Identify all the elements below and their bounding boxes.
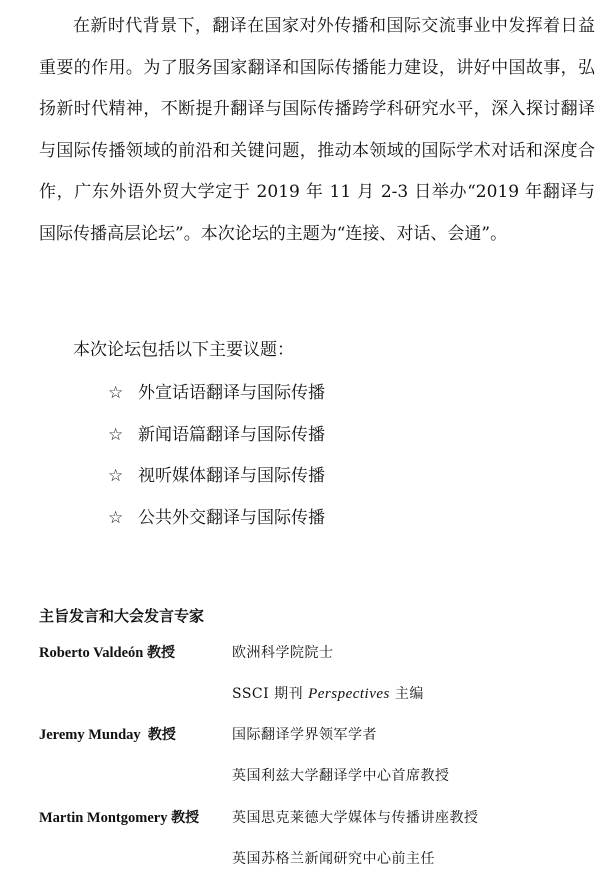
role-prefix: SSCI 期刊: [232, 686, 309, 702]
star-icon: ☆: [108, 507, 124, 528]
topic-text: 外宣话语翻译与国际传播: [138, 383, 325, 403]
star-icon: ☆: [108, 383, 124, 403]
topic-item: [108, 506, 325, 548]
speaker-title: 教授: [171, 810, 200, 826]
star-icon: ☆: [108, 466, 124, 486]
speaker-name-text: Martin Montgomery: [39, 810, 168, 826]
speaker-role: 英国思克莱德大学媒体与传播讲座教授: [232, 810, 479, 826]
speaker-name: [39, 725, 176, 745]
speaker-name-text: Roberto Valdeón: [39, 645, 144, 661]
role-suffix: 主编: [389, 686, 424, 702]
topic-text: 视听媒体翻译与国际传播: [138, 466, 325, 486]
speaker-name-text: Jeremy Munday: [39, 727, 141, 743]
topic-list: [108, 381, 325, 547]
topic-item: [108, 423, 325, 465]
speaker-title: 教授: [146, 645, 175, 661]
speaker-title: 教授: [147, 727, 176, 743]
topic-text: 公共外交翻译与国际传播: [138, 507, 325, 528]
speakers-heading: 主旨发言和大会发言专家: [39, 607, 205, 625]
speaker-name: [39, 808, 199, 828]
star-icon: ☆: [108, 424, 124, 445]
journal-name: Perspectives: [308, 686, 390, 702]
speaker-role: 欧洲科学院院士: [232, 645, 334, 661]
speaker-role: 国际翻译学界领军学者: [232, 727, 377, 743]
intro-paragraph: 在新时代背景下，翻译在国家对外传播和国际交流事业中发挥着日益重要的作用。为了服务国家翻译和国际传播能力建设，讲好中国故事，弘扬新时代精神，不断提升翻译与国际传播跨学科研究水平，深入探讨翻译与国际传播领域的前沿和关键问题，推动本领域的国际学术对话和深度合作，广东外语外贸大学定于 2019 年 11 月 2-3 日举办“2019 年翻译与国际传播高层论坛”。本次论坛的主题为“连接、对话、会通”。: [39, 16, 595, 244]
topic-item: [108, 381, 325, 423]
topic-text: 新闻语篇翻译与国际传播: [138, 424, 325, 445]
topics-lead-text: 本次论坛包括以下主要议题：: [73, 340, 294, 360]
speaker-role: [232, 684, 424, 704]
speaker-role: 英国苏格兰新闻研究中心前主任: [232, 851, 435, 867]
topic-item: [108, 464, 325, 506]
speaker-name: [39, 643, 175, 663]
speaker-role: 英国利兹大学翻译学中心首席教授: [232, 768, 450, 784]
